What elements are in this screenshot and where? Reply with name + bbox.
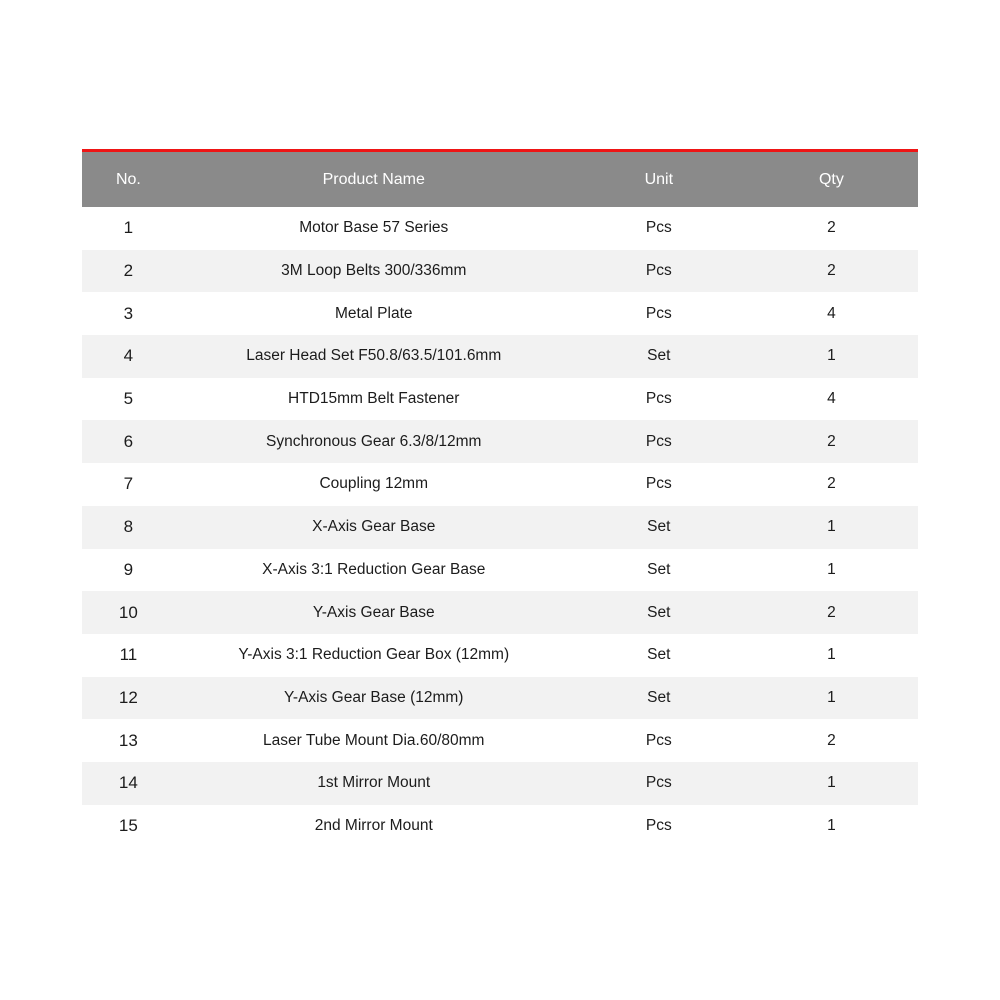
cell-product-name: Coupling 12mm xyxy=(319,475,429,493)
cell-product-name: Motor Base 57 Series xyxy=(299,219,449,237)
cell-no: 13 xyxy=(118,730,138,750)
table-row xyxy=(82,250,918,293)
table-row xyxy=(82,420,918,463)
cell-no: 10 xyxy=(118,602,138,622)
cell-unit: Pcs xyxy=(645,219,672,237)
table-row xyxy=(82,207,918,250)
cell-no: 5 xyxy=(123,389,134,409)
cell-qty: 1 xyxy=(827,518,836,536)
cell-product-name: Y-Axis Gear Base (12mm) xyxy=(284,688,464,706)
cell-no: 3 xyxy=(123,303,134,323)
product-parts-table xyxy=(82,149,918,847)
column-header-unit: Unit xyxy=(644,170,674,188)
cell-unit: Pcs xyxy=(645,432,672,450)
cell-no: 15 xyxy=(118,815,138,835)
cell-qty: 1 xyxy=(827,774,836,792)
cell-qty: 2 xyxy=(827,219,836,237)
cell-no: 6 xyxy=(123,431,134,451)
table-row xyxy=(82,805,918,848)
column-header-qty: Qty xyxy=(818,170,844,188)
cell-unit: Pcs xyxy=(645,304,672,322)
cell-product-name: Y-Axis Gear Base xyxy=(312,603,435,621)
cell-unit: Pcs xyxy=(645,475,672,493)
cell-unit: Set xyxy=(647,560,671,578)
cell-unit: Set xyxy=(647,646,671,664)
table-row xyxy=(82,335,918,378)
cell-qty: 1 xyxy=(827,646,836,664)
cell-no: 2 xyxy=(123,261,134,281)
cell-unit: Pcs xyxy=(645,774,672,792)
cell-product-name: Metal Plate xyxy=(334,304,413,322)
cell-no: 4 xyxy=(123,346,134,366)
cell-product-name: Laser Head Set F50.8/63.5/101.6mm xyxy=(246,347,502,365)
cell-unit: Pcs xyxy=(645,731,672,749)
column-header-no: No. xyxy=(115,170,141,188)
table-row xyxy=(82,591,918,634)
cell-qty: 1 xyxy=(827,347,836,365)
cell-product-name: 1st Mirror Mount xyxy=(317,774,431,792)
table-row xyxy=(82,506,918,549)
cell-product-name: Synchronous Gear 6.3/8/12mm xyxy=(266,432,482,450)
cell-no: 12 xyxy=(118,687,138,707)
cell-no: 14 xyxy=(118,773,138,793)
cell-unit: Set xyxy=(647,518,671,536)
cell-product-name: Laser Tube Mount Dia.60/80mm xyxy=(263,731,485,749)
cell-no: 9 xyxy=(123,559,134,579)
cell-no: 1 xyxy=(123,218,134,238)
table-body xyxy=(82,207,918,847)
column-header-product-name: Product Name xyxy=(322,170,425,188)
cell-no: 7 xyxy=(123,474,134,494)
cell-product-name: Y-Axis 3:1 Reduction Gear Box (12mm) xyxy=(238,646,510,664)
cell-unit: Set xyxy=(647,347,671,365)
cell-qty: 2 xyxy=(827,262,836,280)
cell-qty: 1 xyxy=(827,816,836,834)
cell-qty: 1 xyxy=(827,560,836,578)
table-row xyxy=(82,378,918,421)
cell-product-name: X-Axis Gear Base xyxy=(312,518,436,536)
cell-product-name: HTD15mm Belt Fastener xyxy=(288,390,460,408)
cell-qty: 4 xyxy=(827,304,836,322)
cell-unit: Set xyxy=(647,603,671,621)
table-row xyxy=(82,549,918,592)
table-row xyxy=(82,292,918,335)
cell-no: 11 xyxy=(119,645,138,665)
table-row xyxy=(82,762,918,805)
table-row xyxy=(82,463,918,506)
cell-unit: Pcs xyxy=(645,262,672,280)
cell-unit: Set xyxy=(647,688,671,706)
table-row xyxy=(82,634,918,677)
table-header-row xyxy=(82,152,918,207)
cell-no: 8 xyxy=(123,517,134,537)
cell-qty: 2 xyxy=(827,731,836,749)
cell-product-name: 3M Loop Belts 300/336mm xyxy=(281,262,467,280)
cell-unit: Pcs xyxy=(645,390,672,408)
cell-qty: 2 xyxy=(827,432,836,450)
cell-qty: 2 xyxy=(827,603,836,621)
cell-qty: 2 xyxy=(827,475,836,493)
cell-product-name: X-Axis 3:1 Reduction Gear Base xyxy=(262,560,486,578)
table-row xyxy=(82,677,918,720)
cell-qty: 1 xyxy=(827,688,836,706)
cell-unit: Pcs xyxy=(645,816,672,834)
cell-product-name: 2nd Mirror Mount xyxy=(314,816,433,834)
cell-qty: 4 xyxy=(827,390,836,408)
table-row xyxy=(82,719,918,762)
